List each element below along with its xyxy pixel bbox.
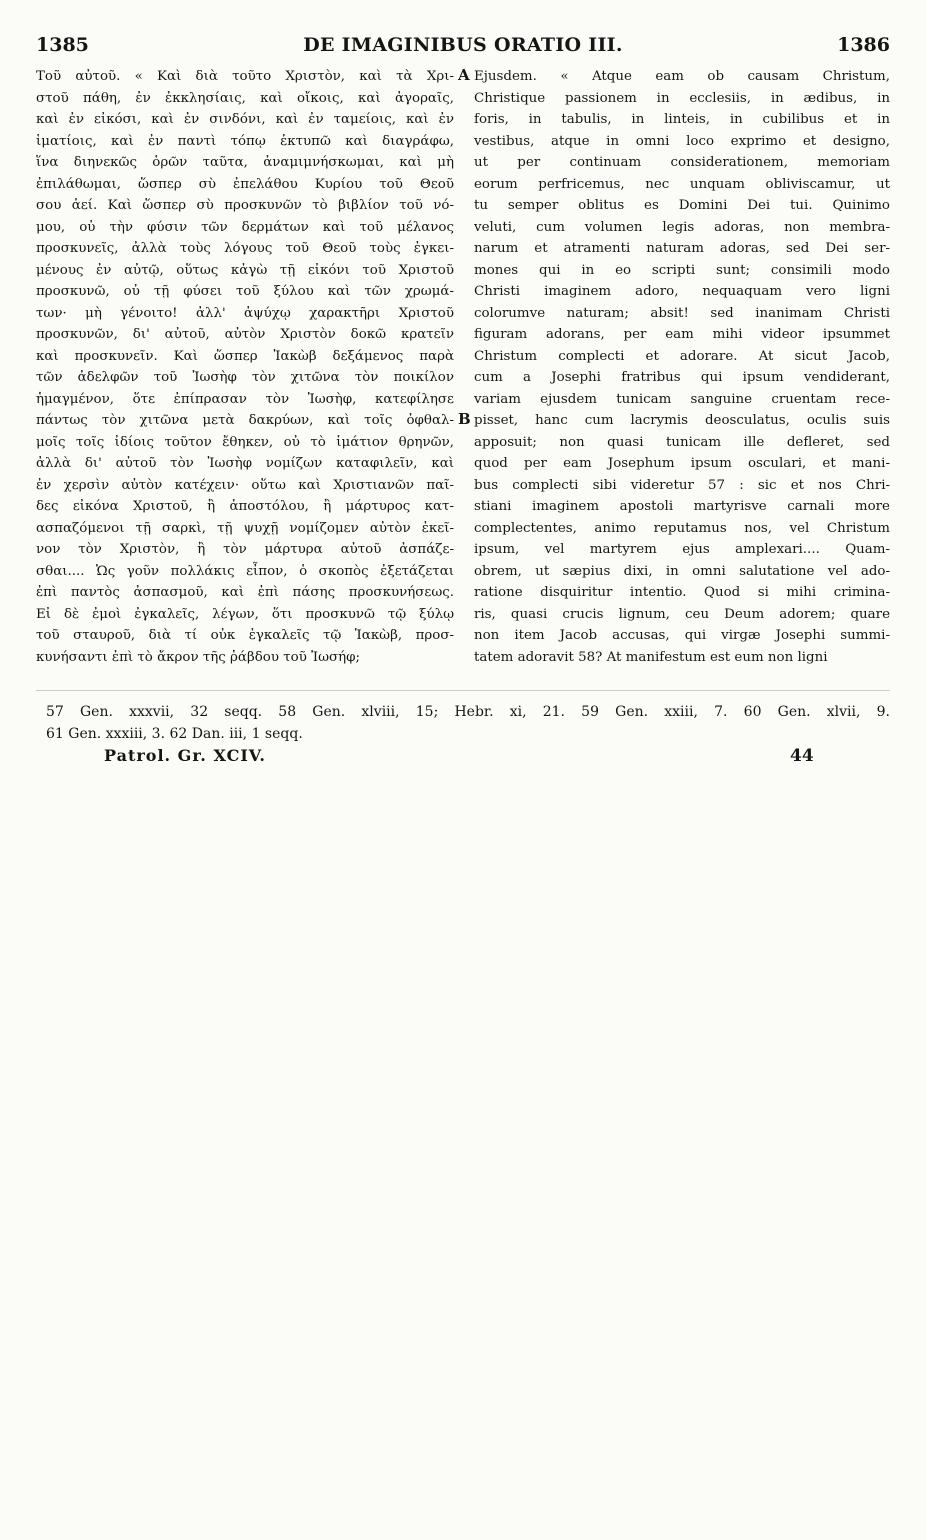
latin-text-line: Christique passionem in ecclesiis, in ædibus, in (474, 90, 890, 106)
footnote-line: 61 Gen. xxxiii, 3. 62 Dan. iii, 1 seqq. (46, 726, 303, 742)
greek-text-line: πάντως τὸν χιτῶνα μετὰ δακρύων, καὶ τοῖς ὀφθαλ- (36, 413, 454, 429)
footnote-rule (36, 690, 890, 691)
latin-text-line: tatem adoravit 58? At manifestum est eum non ligni (474, 649, 828, 665)
latin-text-line: ipsum, vel martyrem ejus amplexari.... Quam- (474, 542, 890, 558)
latin-text-line: ratione disquiritur intentio. Quod si mihi crimina- (474, 585, 890, 601)
greek-text-line: τοῦ σταυροῦ, διὰ τί οὐκ ἐγκαλεῖς τῷ Ἰακὼβ, προσ- (36, 628, 454, 644)
margin-letter-b: B (458, 410, 471, 428)
greek-text-line: προσκυνῶ, οὐ τῇ φύσει τοῦ ξύλου καὶ τῶν χρωμά- (36, 284, 454, 300)
source-line: Patrol. Gr. XCIV. (104, 746, 266, 765)
greek-text-line: ἐπιλάθωμαι, ὥσπερ σὺ ἐπελάθου Κυρίου τοῦ Θεοῦ (36, 176, 454, 192)
latin-text-line: veluti, cum volumen legis adoras, non membra- (474, 219, 890, 235)
latin-text-line: eorum perfricemus, nec unquam obliviscamur, ut (474, 176, 890, 192)
greek-text-line: ἵνα διηνεκῶς ὁρῶν ταῦτα, ἀναμιμνήσκωμαι, καὶ μὴ (36, 155, 454, 171)
latin-text-line: narum et atramenti naturam adoras, sed Dei ser- (474, 241, 890, 257)
greek-text-line: Τοῦ αὐτοῦ. « Καὶ διὰ τοῦτο Χριστὸν, καὶ τὰ Χρι- (36, 69, 454, 84)
latin-text-line: obrem, ut sæpius dixi, in omni salutatione vel ado- (474, 563, 890, 579)
latin-text-line: cum a Josephi fratribus qui ipsum vendiderant, (474, 370, 890, 386)
greek-text-line: δες εἰκόνα Χριστοῦ, ἢ ἀποστόλου, ἢ μάρτυρος κατ- (36, 499, 454, 515)
greek-text-line: καὶ προσκυνεῖν. Καὶ ὥσπερ Ἰακὼβ δεξάμενος παρὰ (36, 348, 454, 364)
signature-mark: 44 (790, 746, 814, 766)
latin-text-line: ris, quasi crucis lignum, ceu Deum adorem; quare (474, 606, 890, 622)
greek-text-line: Εἰ δὲ ἐμοὶ ἐγκαλεῖς, λέγων, ὅτι προσκυνῶ τῷ ξύλῳ (36, 606, 454, 622)
footnotes (46, 701, 890, 745)
greek-text-line: νον τὸν Χριστὸν, ἢ τὸν μάρτυρα αὐτοῦ ἀσπάζε- (36, 542, 454, 558)
greek-text-line: καὶ ἐν εἰκόσι, καὶ ἐν σινδόνι, καὶ ἐν ταμείοις, καὶ ἐν (36, 112, 454, 128)
greek-text-line: ἐν χερσὶν αὐτὸν κατέχειν· οὕτω καὶ Χριστιανῶν παῖ- (36, 477, 454, 493)
greek-text-line: κυνήσαντι ἐπὶ τὸ ἄκρον τῆς ῥάβδου τοῦ Ἰωσήφ; (36, 649, 361, 665)
right-column-number: 1386 (837, 34, 890, 56)
latin-text-line: quod per eam Josephum ipsum osculari, et mani- (474, 456, 890, 472)
greek-text-line: σου ἀεί. Καὶ ὥσπερ σὺ προσκυνῶν τὸ βιβλίον τοῦ νό- (36, 198, 454, 214)
latin-text-line: vestibus, atque in omni loco exprimo et designo, (474, 133, 890, 149)
latin-text-line: tu semper oblitus es Domini Dei tui. Quinimo (474, 198, 890, 214)
greek-text-line: ασπαζόμενοι τῇ σαρκὶ, τῇ ψυχῇ νομίζομεν αὐτὸν ἐκεῖ- (36, 520, 454, 536)
latin-text-line: non item Jacob accusas, qui virgæ Josephi summi- (474, 628, 890, 644)
latin-text-line: mones qui in eo scripti sunt; consimili modo (474, 262, 890, 278)
greek-text-line: προσκυνῶν, δι' αὐτοῦ, αὐτὸν Χριστὸν δοκῶ κρατεῖν (36, 327, 454, 343)
greek-text-line: ἀλλὰ δι' αὐτοῦ τὸν Ἰωσὴφ νομίζων καταφιλεῖν, καὶ (36, 456, 454, 472)
left-column-number: 1385 (36, 34, 89, 56)
margin-letter-a: A (458, 66, 470, 84)
footnote-line: 57 Gen. xxxvii, 32 seqq. 58 Gen. xlviii, 15; Hebr. xi, 21. 59 Gen. xxiii, 7. 60 Gen. xlvii, 9. (46, 704, 890, 720)
greek-text-line: ἡμαγμένον, ὅτε ἐπίπρασαν τὸν Ἰωσὴφ, κατεφίλησε (36, 391, 454, 407)
greek-text-line: ἱματίοις, καὶ ἐν παντὶ τόπῳ ἐκτυπῶ καὶ διαγράφω, (36, 133, 454, 149)
greek-text-line: προσκυνεῖς, ἀλλὰ τοὺς λόγους τοῦ Θεοῦ τοὺς ἐγκει- (36, 241, 454, 257)
greek-text-line: μου, οὐ τὴν φύσιν τῶν δερμάτων καὶ τοῦ μέλανος (36, 219, 454, 235)
greek-text-column (36, 66, 454, 680)
latin-text-line: variam ejusdem tunicam sanguine cruentam rece- (474, 391, 890, 407)
greek-text-line: στοῦ πάθη, ἐν ἐκκλησίαις, καὶ οἴκοις, καὶ ἀγοραῖς, (36, 90, 454, 106)
greek-text-line: των· μὴ γένοιτο! ἀλλ' ἀψύχῳ χαρακτῆρι Χριστοῦ (36, 305, 454, 321)
latin-text-line: Christum complecti et adorare. At sicut Jacob, (474, 348, 890, 364)
running-header (36, 34, 890, 60)
greek-text-line: σθαι.... Ὡς γοῦν πολλάκις εἶπον, ὁ σκοπὸς ἐξετάζεται (36, 563, 454, 579)
greek-text-line: μοῖς τοῖς ἰδίοις τοῦτον ἔθηκεν, οὐ τὸ ἱμάτιον θρηνῶν, (36, 434, 454, 450)
latin-text-line: Christi imaginem adoro, nequaquam vero ligni (474, 284, 890, 300)
greek-text-line: τῶν ἀδελφῶν τοῦ Ἰωσὴφ τὸν χιτῶνα τὸν ποικίλον (36, 370, 454, 386)
greek-text-line: μένους ἐν αὐτῷ, οὕτως κἀγὼ τῇ εἰκόνι τοῦ Χριστοῦ (36, 262, 454, 278)
latin-text-line: ut per continuam considerationem, memoriam (474, 155, 890, 171)
running-title: DE IMAGINIBUS ORATIO III. (303, 34, 623, 56)
greek-text-line: ἐπὶ παντὸς ἀσπασμοῦ, καὶ ἐπὶ πάσης προσκυνήσεως. (36, 585, 454, 601)
latin-text-line: colorumve naturam; absit! sed inanimam Christi (474, 305, 890, 321)
latin-text-line: apposuit; non quasi tunicam ille defleret, sed (474, 434, 890, 450)
latin-text-line: pisset, hanc cum lacrymis deosculatus, oculis suis (474, 413, 890, 429)
latin-text-line: figuram adorans, per eam mihi videor ipsummet (474, 327, 890, 343)
latin-text-line: bus complecti sibi videretur 57 : sic et nos Chri- (474, 477, 890, 493)
latin-text-line: foris, in tabulis, in linteis, in cubilibus et in (474, 112, 890, 128)
latin-text-line: stiani imaginem apostoli martyrisve carnali more (474, 499, 890, 515)
latin-text-column (474, 66, 890, 680)
latin-text-line: Ejusdem. « Atque eam ob causam Christum, (474, 69, 890, 84)
latin-text-line: complectentes, animo reputamus nos, vel Christum (474, 520, 890, 536)
